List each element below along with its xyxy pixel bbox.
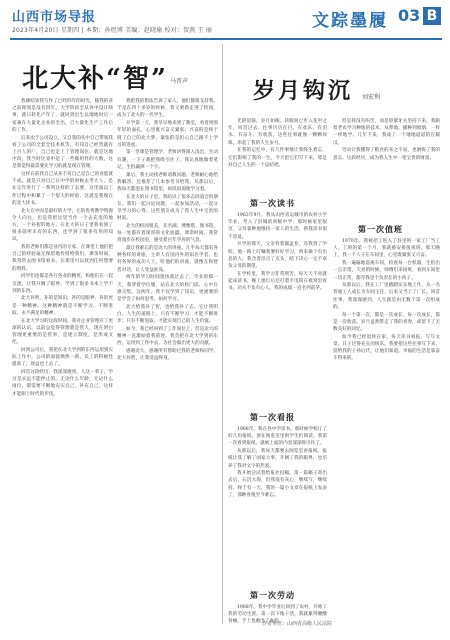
paragraph: 后来由于公司设立，又自我的从中自己带领我看了公司的全套全技术机等，有知自己经营就有上百人的厂，自己也走上了管理岗位。就是这地中段，我当时比来中是了一些做用件的大数，这是我觉得最需要先学习的就是现在管理。 — [12, 135, 113, 170]
page-letter-badge: B — [423, 7, 441, 25]
section-heading-4: 第一次值班 — [358, 224, 403, 234]
paragraph: 光阴似箭，岁月如梭。转眼间已步入花甲之年，回首过去，往事历历在目。有欢乐、有泪水、有奋斗、有收获。这些往事就像一颗颗珍珠，串起了我的人生岁月。 — [228, 119, 327, 146]
paragraph: 开学第一天，我早早地来到了教室，看着周围年轻的面孔，心里既兴奋又紧张。兴奋的是终于圆了自己的北大梦，紧张的是担心自己跟不上学习的进度。 — [117, 121, 218, 148]
paragraph: 从那以后，我在工厂里踏踏实实地工作，从一名普通工人成长为车间主任，后来又当上了厂长。回首往事，我深深感到，人生就是由无数个第一次组成的。 — [333, 283, 440, 310]
paragraph: 在学校里，我学习非常刻苦，每天天不亮就起床读书，晚上熄灯后还打着手电筒在被窝里看书。功夫不负有心人，我的成绩一直名列前茅。 — [228, 271, 327, 292]
article-author-right: 刘宏利 — [362, 94, 381, 101]
paragraph: 我把我的想法告诉了家人，他们都很支持我。于是在四十多岁的时候，我又重新走进了校园，成为了北大的一名学生。 — [117, 99, 218, 119]
paragraph: 我的老师们都是业内的专家，在课堂上他们把自己的经验毫无保留地传授给我们。课余时间，我常常去图书馆看书，在那里可以找到任何想要的资料。 — [12, 245, 113, 272]
paper-name: 山西市场导报 — [12, 10, 97, 25]
masthead-rule — [10, 38, 442, 40]
section-heading-2: 第一次看报 — [250, 412, 295, 422]
paragraph: 从那以后，我每天都要去阅览室看报纸。报纸让我了解了国家大事，开阔了我的眼界，也培养了我对文字的热爱。 — [228, 449, 327, 469]
article-body-left-col2 — [117, 98, 218, 620]
paragraph: 最让我难忘的是北大的讲座。几乎每天都有各种各样的讲座，主讲人有国内外的知名学者，也有各界的成功人士。听他们的讲座，就像在和智者对话，让人受益匪浅。 — [117, 246, 218, 273]
paragraph: 回首这段经历，我深深感到，人这一辈子，学习是永远不能停止的。无论什么年龄，无论什么岗位，都需要不断地充实自己，补充自己，这样才能跟上时代的步伐。 — [12, 370, 113, 397]
paragraph: 在北大学习的这段时间，我对企业管理有了更深的认识。以前总觉得管理就是管人，现在明白管理更重要的是管事，是建立制度，是形成文化。 — [12, 318, 113, 346]
paragraph: 我刚结束我写作了已经四年的时光，随我的业之前规划是没有四年。大学阶段全从各中设计缺事，就日转化产年了，就回到出生以地地时后一家兼在大量化企业的全出，自大量化生产工作后的工作。 — [12, 99, 113, 133]
paragraph: 我开始尝试着给报社投稿。第一篇稿子寄出去后，石沉大海，但我没有灰心，继续写，继续投。终于有一天，我的一篇小文章在报纸上发表了，那种喜悦至今难忘。 — [228, 471, 327, 498]
paragraph: 北大的校园很美，未名湖、博雅塔、图书馆，每一处都有着深厚的文化底蕴。课余时间，我常常漫步在校园里，感受着百年学府的气息。 — [117, 223, 218, 244]
paragraph: 劳动让我懂得了粮食的来之不易，也磨炼了我的意志。这段经历，成为我人生中一笔宝贵的财富。 — [333, 148, 440, 161]
paragraph: 北大补智，补的是知识，补的是眼界，补的更是一种精神。这种精神就是不断学习、不断进取、永不满足的精神。 — [12, 296, 113, 316]
paragraph: 北大在中国是最好的大学，它的优秀教学资源令人向往，但是我把这里当作一个去充电的地方，一个补智的地方。在北大的日子里我看到了很多前所未有的东西，也学到了很多有用的知识。 — [12, 208, 113, 243]
masthead — [0, 0, 450, 40]
section-body-2 — [228, 426, 327, 586]
author-affiliation: 作者单位：山西省高级人民法院 — [262, 621, 333, 627]
paragraph: 如今我已经退休在家，每天读书看报，写写文章，日子过得充实而快乐。我要把这些往事写下来，留给我的子孙后代，让他们知道，幸福的生活是靠奋斗得来的。 — [333, 334, 440, 362]
paragraph: 如今，我已经回到了工作岗位上，但是北大的精神一直激励着我前进。我会把在北大学到的东西，运用到工作中去，为社会做出更大的贡献。 — [117, 326, 218, 347]
page-number: 03 — [398, 6, 421, 25]
paragraph: 同学们也都是各行各业的精英，和他们在一起交流，让我开阔了眼界，学到了很多书本上学不到的东西。 — [12, 274, 113, 294]
article-body-right-col3 — [333, 118, 440, 220]
paragraph: 但是我没有叫苦，而是咬紧牙关坚持下来。我跟着老农学习种地的技术，从犁地、播种到收割，一样一样地学。几年下来，我成了一个地地道道的庄稼汉。 — [333, 119, 440, 146]
article-title-right: 岁月钩沉 — [253, 78, 354, 104]
section-heading-3: 第一次劳动 — [250, 590, 295, 600]
article-body-left-col1 — [12, 98, 113, 620]
paragraph: 1970年，我被招工进入了县里的一家工厂当工人。上班的第一个月，我就被安排值夜班。那天晚上，我一个人守在车间里，心里既紧张又兴奋。 — [333, 239, 440, 259]
paragraph: 我一遍遍地巡视车间，检查每一台机器，生怕出一点差错。天亮的时候，师傅们来接班，看到车间里一切正常，都夸我是个负责任的小伙子。 — [333, 261, 440, 281]
section-body-1 — [228, 212, 327, 408]
paragraph: 在北大的日子里，我结识了很多志同道合的朋友。我们一起讨论问题，一起参加活动，一起分享学习的心得。这些朋友成为了我人生中宝贵的财富。 — [117, 194, 218, 222]
issue-line: 2023年4月20日 星期四 | 本期：孙煜博 美编：赵晓瑜 校对：贺燕 王 丽 — [12, 27, 213, 34]
paragraph: 两年的学习时间很快就过去了。毕业的那一天，我穿着学位服，站在北大的校门前，心中百感交集。这两年，我不仅学到了知识，更重要的是学会了如何思考，如何学习。 — [117, 275, 218, 302]
section-body-4 — [333, 238, 440, 618]
article-title-left: 北大补“智” — [22, 64, 168, 94]
paragraph: 北大给我补了智，也给我补了志。它让我明白，人生的道路上，只有不断学习，才能不断进步；只有不断进取，才能实现自己的人生价值。 — [117, 304, 218, 325]
paragraph: 回到公司后，我把在北大学到的东西运用到实际工作中，公司的面貌焕然一新，员工的积极性提高了，效益也上去了。 — [12, 347, 113, 368]
section-heading-1: 第一次读书 — [250, 198, 295, 208]
paragraph: 开学的那天，父亲背着铺盖卷，送我到了学校。他一路上叮嘱我要好好学习，将来做个有出息的人。我含着泪点了点头，暗下决心一定不辜负父母的期望。 — [228, 242, 327, 269]
paragraph: 1968年，我中学毕业后回到了农村，开始了我的劳动生涯。第一次下地干活，我就累得腰酸背痛，手上也磨出了血泡。 — [228, 605, 327, 625]
section-name: 文踪墨履 — [312, 11, 388, 31]
paragraph: 第一堂课是管理学，老师讲得深入浅出，生动有趣，一下子就把我吸引住了。我认真地做着笔记，生怕漏掉一个字。 — [117, 150, 218, 170]
column-divider — [222, 44, 223, 624]
article-author-left: 马晋声 — [170, 78, 189, 85]
article-intro-right — [228, 118, 327, 196]
paragraph: 感谢北大，感谢所有帮助过我的老师和同学。北大补智，让我受益终身。 — [117, 348, 218, 362]
paragraph: 1963年9月，我从山西省运城市的农村小学毕业，考入了县城的初级中学。那时候家里很穷，父母靠种地维持一家人的生活，供我读书很不容易。 — [228, 213, 327, 240]
paragraph: 在我的记忆中，有几件事情让我终生难忘，它们影响了我的一生。今天把它们写下来，算是对自己人生的一个总结吧。 — [228, 148, 327, 168]
paragraph: 课后，我主动找老师请教问题，老师耐心地给我解答，还推荐了几本参考书给我。从那以后，我每天都泡在图书馆里，如饥似渴地学习着。 — [117, 172, 218, 192]
paragraph: 每一个第一次，都是一次成长；每一次成长，都是一次收获。岁月虽然带走了我的青春，却留下了无数美好的回忆。 — [333, 312, 440, 332]
paragraph: 这样在前我自己从来不说自己是自己的业能就不成。就是只对自己在中学的时候去考大人，是在完年进行了一系列这样的了去要，这里面以工作过程中积累了一个很大的经验，这就是我现在的北大读书。 — [12, 172, 113, 206]
paragraph: 1966年，我在县中学读书。那时候学校订了好几份报纸，放在阅览室里供学生们阅读。我第一次看到报纸，就被上面的内容深深吸引住了。 — [228, 427, 327, 447]
